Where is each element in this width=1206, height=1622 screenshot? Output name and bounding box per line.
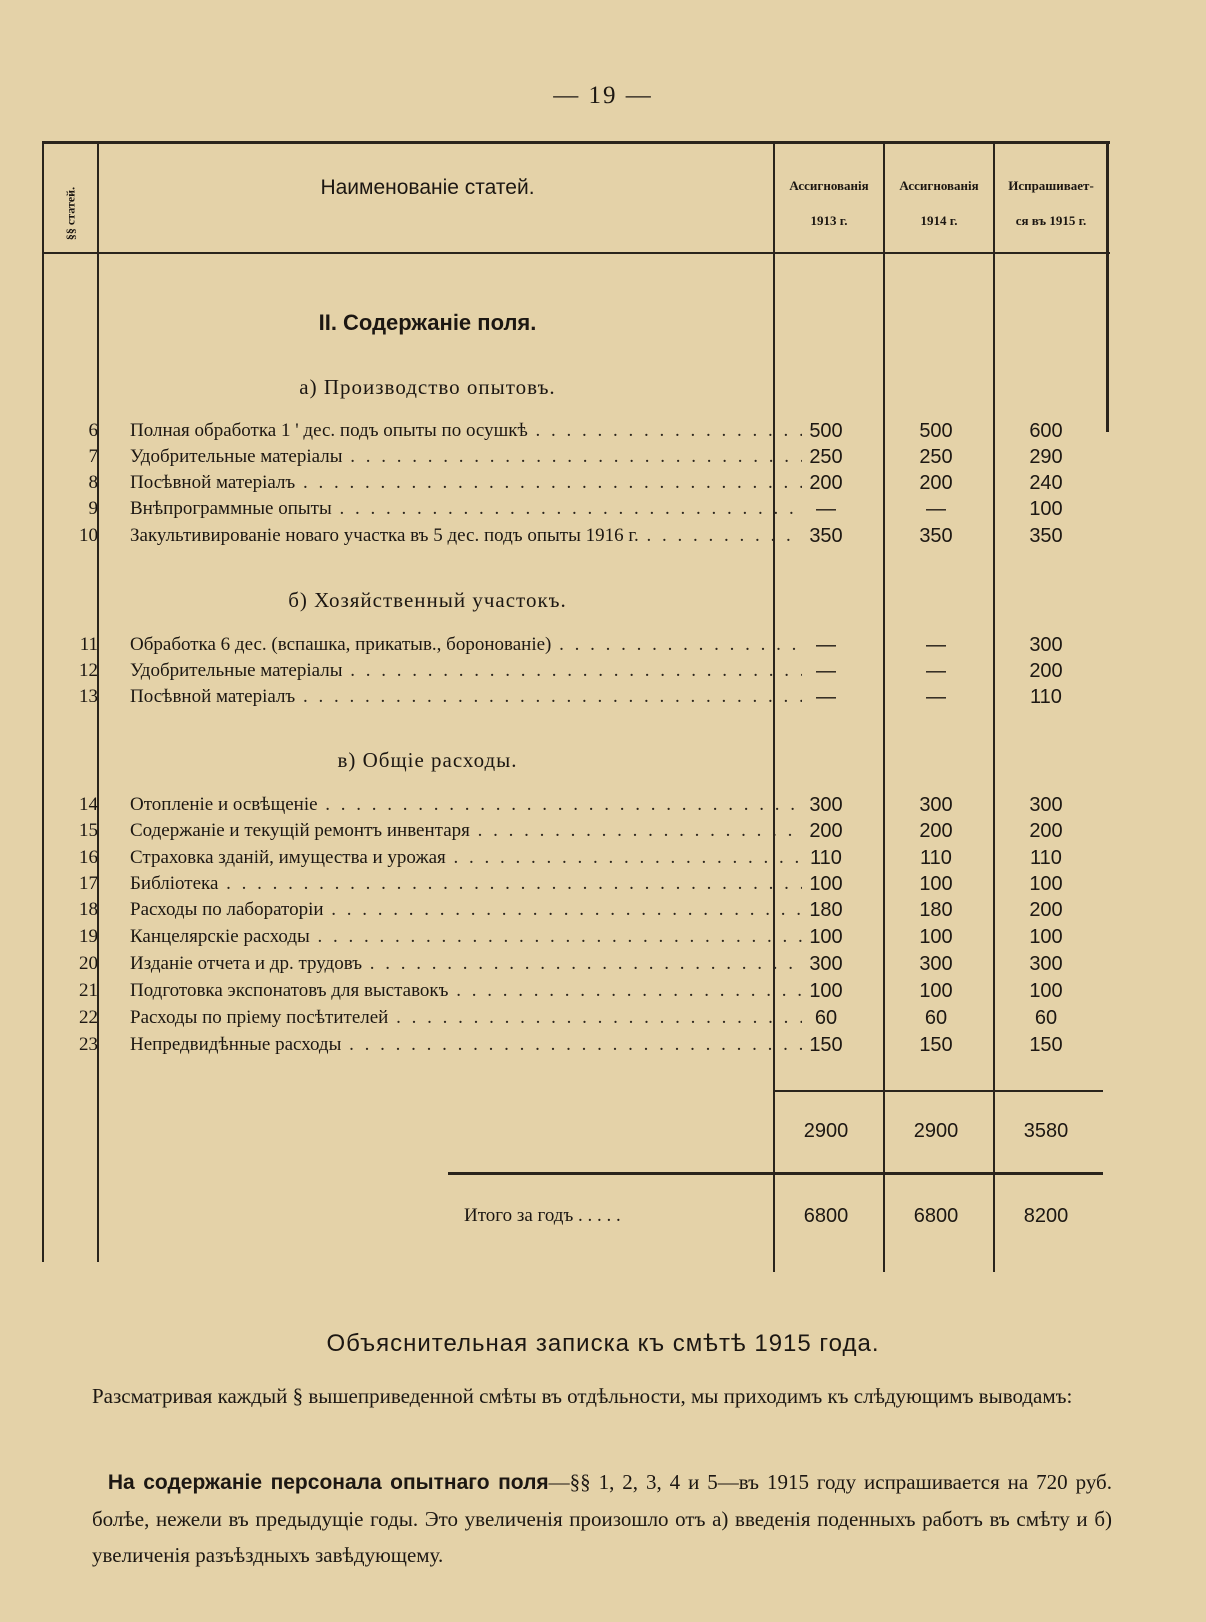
subtotal-row [44,1120,1104,1150]
note-paragraph-2-lead: На содержаніе персонала опытнаго поля [107,1471,549,1494]
table-row: 22 Расходы по пріему посѣтителей . . . 60 60 60 [44,1007,1104,1033]
table-row: 15 Содержаніе и текущій ремонтъ инвентаря . . . 200 200 200 [44,820,1104,846]
header-bottom-rule [42,252,1110,254]
subsection-title: б) Хозяйственный участокъ. [288,588,567,612]
subsection-title: в) Общіе расходы. [337,748,518,772]
total-row [44,1205,1104,1235]
note-paragraph-2 [92,1464,1112,1573]
table-row: 23 Непредвидѣнные расходы . . . 150 150 150 [44,1034,1104,1060]
subtotal-top-rule [773,1090,1103,1092]
table-row: 13 Посѣвной матеріалъ . . . — — 110 [44,686,1104,712]
table-row: 11 Обработка 6 дес. (вспашка, прикатыв., боронованіе) . . . — — 300 [44,634,1104,660]
subtotal-1915: 3580 [1023,1120,1069,1142]
header-col-1915: Испрашивает- ся въ 1915 г. [1008,178,1094,228]
total-1913: 6800 [803,1205,849,1227]
table-row: 14 Отопленіе и освѣщеніе . . . 300 300 300 [44,794,1104,820]
header-col-1913: Ассигнованія 1913 г. [789,178,869,228]
header-name-col: Наименованіе статей. [320,176,535,199]
subtotal-1913: 2900 [803,1120,849,1142]
table-row: 17 Библіотека . . . 100 100 100 [44,873,1104,899]
table-row: 21 Подготовка экспонатовъ для выставокъ . . . 100 100 100 [44,980,1104,1006]
table-row: 8 Посѣвной матеріалъ . . . 200 200 240 [44,472,1104,498]
table-row: 9 Внѣпрограммные опыты . . . — — 100 [44,498,1104,524]
table-row: 12 Удобрительные матеріалы . . . — — 200 [44,660,1104,686]
total-label: Итого за годъ . . . . . [464,1205,621,1226]
table-row: 10 Закультивированіе новаго участка въ 5 дес. подъ опыты 1916 г. . . . 350 350 350 [44,525,1104,551]
table-row: 20 Изданіе отчета и др. трудовъ . . . 300 300 300 [44,953,1104,979]
subtotal-1914: 2900 [913,1120,959,1142]
header-num-col: §§ статей. [63,186,78,241]
table-row: 6 Полная обработка 1 ' дес. подъ опыты по осушкѣ . . . 500 500 600 [44,420,1104,446]
subsection-title: а) Производство опытовъ. [299,375,556,399]
table-row: 19 Канцелярскіе расходы . . . 100 100 100 [44,926,1104,952]
page-number: — 19 — [553,82,653,109]
total-1914: 6800 [913,1205,959,1227]
table-row: 16 Страховка зданій, имущества и урожая . . . 110 110 110 [44,847,1104,873]
note-paragraph-1: Разсматривая каждый § вышеприведенной смѣты въ отдѣльности, мы приходимъ къ слѣдующимъ выводамъ: [92,1384,1073,1408]
table-row: 18 Расходы по лабораторіи . . . 180 180 200 [44,899,1104,925]
total-top-rule [448,1172,1103,1175]
total-1915: 8200 [1023,1205,1069,1227]
section-title: II. Содержаніе поля. [318,310,537,335]
note-paragraph-2-body: —§§ 1, 2, 3, 4 и 5—въ 1915 году испрашивается на 720 руб. болѣе, нежели въ предыдущіе годы. Это увеличенія произошло отъ а) введенія поденныхъ работъ въ смѣту и б) увеличенія разъѣздныхъ завѣдующему. [92,1470,1112,1567]
table-top-rule [42,141,1110,144]
note-title: Объяснительная записка къ смѣтѣ 1915 года. [326,1330,880,1357]
table-row: 7 Удобрительные матеріалы . . . 250 250 290 [44,446,1104,472]
header-col-1914: Ассигнованія 1914 г. [899,178,979,228]
